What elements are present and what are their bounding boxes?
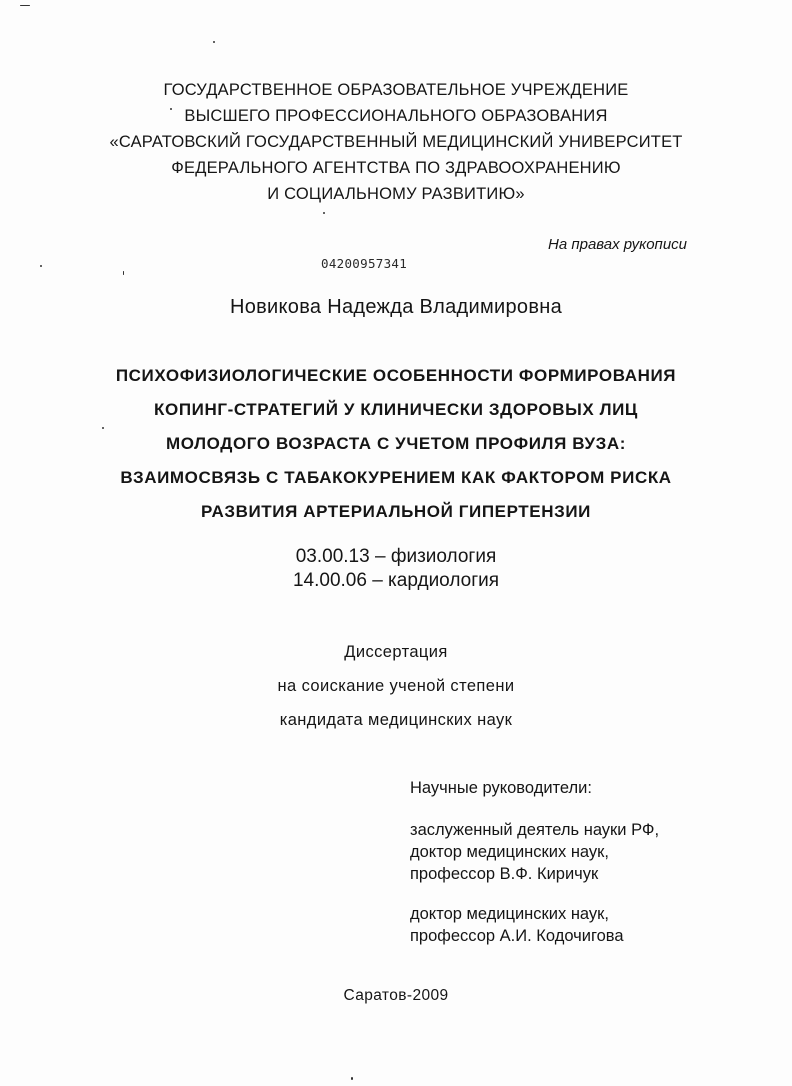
supervisor-line: доктор медицинских наук, bbox=[410, 905, 609, 923]
degree-line: кандидата медицинских наук bbox=[279, 711, 513, 729]
dissertation-title bbox=[0, 359, 792, 529]
title-line: РАЗВИТИЯ АРТЕРИАЛЬНОЙ ГИПЕРТЕНЗИИ bbox=[201, 502, 591, 521]
institution-header bbox=[0, 77, 792, 207]
scan-speck bbox=[20, 5, 30, 6]
institution-line: ФЕДЕРАЛЬНОГО АГЕНТСТВА ПО ЗДРАВООХРАНЕНИЮ bbox=[171, 159, 621, 177]
degree-line: на соискание ученой степени bbox=[277, 677, 515, 695]
supervisor-line: профессор В.Ф. Киричук bbox=[410, 865, 599, 883]
author-name: Новикова Надежда Владимировна bbox=[229, 296, 563, 318]
institution-line: «САРАТОВСКИЙ ГОСУДАРСТВЕННЫЙ МЕДИЦИНСКИЙ УНИВЕРСИТЕТ bbox=[109, 133, 683, 151]
rights-note: На правах рукописи bbox=[548, 236, 687, 253]
city-year: Саратов-2009 bbox=[343, 987, 449, 1004]
supervisor-second bbox=[410, 903, 624, 947]
degree-info bbox=[0, 635, 792, 737]
specialty-line: 03.00.13 – физиология bbox=[295, 546, 497, 567]
supervisor-first bbox=[410, 819, 659, 885]
scan-speck bbox=[323, 212, 325, 214]
scan-speck bbox=[40, 265, 42, 267]
scan-speck bbox=[123, 271, 124, 275]
specialty-line: 14.00.06 – кардиология bbox=[292, 570, 500, 591]
supervisors-heading: Научные руководители: bbox=[410, 779, 592, 797]
scan-speck bbox=[213, 41, 215, 43]
title-line: ПСИХОФИЗИОЛОГИЧЕСКИЕ ОСОБЕННОСТИ ФОРМИРОВАНИЯ bbox=[115, 366, 677, 385]
scan-speck bbox=[351, 1077, 353, 1080]
degree-line: Диссертация bbox=[344, 643, 448, 661]
supervisor-line: профессор А.И. Кодочигова bbox=[410, 927, 624, 945]
title-line: КОПИНГ-СТРАТЕГИЙ У КЛИНИЧЕСКИ ЗДОРОВЫХ ЛИЦ bbox=[154, 400, 638, 419]
supervisor-line: заслуженный деятель науки РФ, bbox=[410, 821, 660, 839]
institution-line: ВЫСШЕГО ПРОФЕССИОНАЛЬНОГО ОБРАЗОВАНИЯ bbox=[184, 107, 608, 125]
institution-line: ГОСУДАРСТВЕННОЕ ОБРАЗОВАТЕЛЬНОЕ УЧРЕЖДЕНИЕ bbox=[163, 81, 629, 99]
institution-line: И СОЦИАЛЬНОМУ РАЗВИТИЮ» bbox=[267, 185, 525, 203]
supervisor-line: доктор медицинских наук, bbox=[410, 843, 609, 861]
archive-number: 04200957341 bbox=[321, 256, 408, 271]
title-line: МОЛОДОГО ВОЗРАСТА С УЧЕТОМ ПРОФИЛЯ ВУЗА: bbox=[165, 434, 627, 453]
specialty-codes bbox=[0, 545, 792, 593]
title-line: ВЗАИМОСВЯЗЬ С ТАБАКОКУРЕНИЕМ КАК ФАКТОРОМ РИСКА bbox=[120, 468, 672, 487]
